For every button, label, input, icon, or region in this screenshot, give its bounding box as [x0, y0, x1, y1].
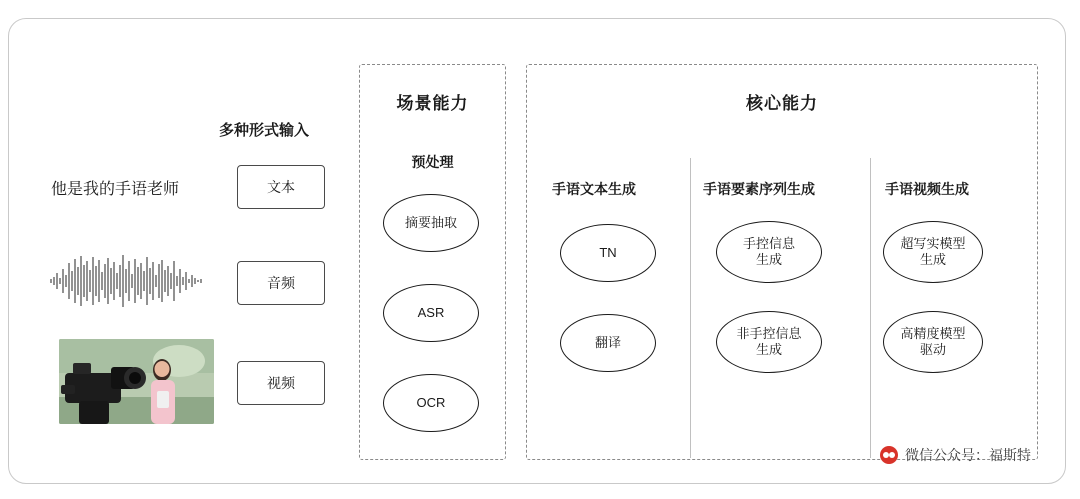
node-nonmanual-signal-generation[interactable]: [716, 311, 822, 373]
watermark-label: 微信公众号：福斯特: [905, 447, 1031, 463]
video-thumbnail: [59, 339, 214, 424]
core-panel-title: 核心能力: [746, 94, 818, 113]
core-panel-divider-2: [870, 158, 871, 458]
watermark: [880, 445, 1031, 465]
node-manual-signal-line2: 生成: [755, 252, 782, 267]
core-panel-divider-1: [690, 158, 691, 458]
node-ocr[interactable]: OCR: [383, 374, 479, 432]
node-manual-signal-generation[interactable]: [716, 221, 822, 283]
input-chip-audio[interactable]: 音频: [237, 261, 325, 305]
node-highprecision-line1: 高精度模型: [900, 325, 966, 341]
audio-waveform-icon: [49, 251, 209, 311]
node-tn[interactable]: [560, 224, 656, 282]
wechat-logo-icon: [880, 446, 898, 464]
node-highprecision-model-driving[interactable]: [883, 311, 983, 373]
input-chip-video[interactable]: 视频: [237, 361, 325, 405]
core-column-3-label: 手语视频生成: [885, 181, 969, 197]
scene-panel-title: 场景能力: [396, 94, 469, 113]
node-nonmanual-signal-line2: 生成: [755, 342, 782, 357]
sample-input-text: 他是我的手语老师: [51, 181, 180, 198]
node-nonmanual-signal-line1: 非手控信息: [736, 325, 802, 341]
node-photorealistic-line2: 生成: [919, 252, 946, 267]
input-column-title: 多种形式输入: [219, 122, 310, 139]
diagram-frame: [8, 18, 1066, 484]
node-photorealistic-model-generation[interactable]: [883, 221, 983, 283]
node-summary-extraction[interactable]: 摘要抽取: [383, 194, 479, 252]
core-column-1-label: 手语文本生成: [552, 181, 636, 197]
node-photorealistic-line1: 超写实模型: [900, 235, 966, 251]
node-translation[interactable]: [560, 314, 656, 372]
node-asr[interactable]: ASR: [383, 284, 479, 342]
node-translation-line1: 翻译: [594, 334, 621, 350]
node-tn-line1: TN: [599, 244, 617, 260]
input-chip-text[interactable]: 文本: [237, 165, 325, 209]
input-column: [39, 99, 339, 459]
core-column-2-label: 手语要素序列生成: [703, 181, 815, 197]
scene-group-label: 预处理: [411, 154, 454, 170]
node-manual-signal-line1: 手控信息: [742, 235, 795, 251]
node-highprecision-line2: 驱动: [919, 342, 946, 357]
